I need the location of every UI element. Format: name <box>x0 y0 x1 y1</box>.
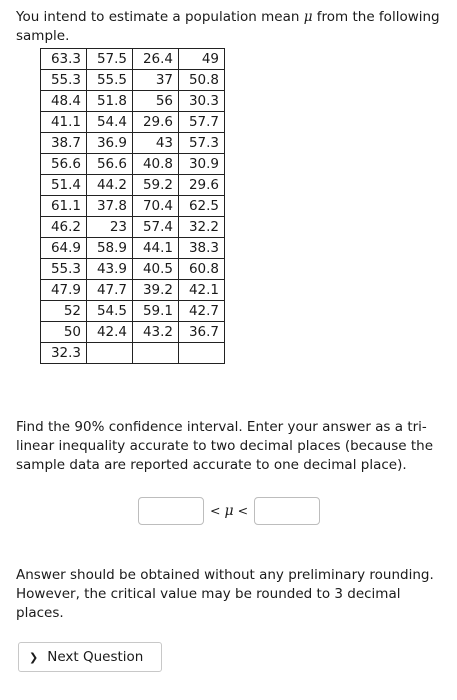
sample-row <box>41 70 225 91</box>
sample-cell: 62.5 <box>179 196 225 217</box>
sample-cell: 26.4 <box>133 49 179 70</box>
sample-cell: 43 <box>133 133 179 154</box>
sample-row <box>41 154 225 175</box>
sample-cell: 29.6 <box>133 112 179 133</box>
sample-cell: 60.8 <box>179 259 225 280</box>
sample-cell: 56.6 <box>41 154 87 175</box>
sample-cell: 36.9 <box>87 133 133 154</box>
sample-cell: 61.1 <box>41 196 87 217</box>
sample-cell: 51.8 <box>87 91 133 112</box>
sample-cell: 57.5 <box>87 49 133 70</box>
upper-bound-input[interactable] <box>254 497 320 525</box>
chevron-right-icon: ❯ <box>29 650 39 664</box>
trilinear-inequality <box>138 496 320 526</box>
sample-cell: 39.2 <box>133 280 179 301</box>
sample-cell: 43.2 <box>133 322 179 343</box>
sample-cell: 51.4 <box>41 175 87 196</box>
sample-cell: 54.5 <box>87 301 133 322</box>
next-question-button[interactable] <box>18 642 162 672</box>
sample-row <box>41 175 225 196</box>
sample-row <box>41 322 225 343</box>
intro-text-end: from the following sample. <box>16 9 440 44</box>
sample-cell: 42.7 <box>179 301 225 322</box>
sample-cell: 55.3 <box>41 70 87 91</box>
sample-cell: 42.4 <box>87 322 133 343</box>
sample-cell: 57.4 <box>133 217 179 238</box>
sample-cell: 56.6 <box>87 154 133 175</box>
sample-cell: 57.7 <box>179 112 225 133</box>
sample-row <box>41 280 225 301</box>
sample-cell: 70.4 <box>133 196 179 217</box>
sample-cell: 32.2 <box>179 217 225 238</box>
sample-cell: 55.3 <box>41 259 87 280</box>
sample-cell: 56 <box>133 91 179 112</box>
sample-row <box>41 112 225 133</box>
question-intro <box>16 8 448 46</box>
sample-cell: 55.5 <box>87 70 133 91</box>
sample-cell: 23 <box>87 217 133 238</box>
sample-row <box>41 259 225 280</box>
sample-cell: 46.2 <box>41 217 87 238</box>
sample-cell: 30.9 <box>179 154 225 175</box>
sample-cell: 44.1 <box>133 238 179 259</box>
sample-cell: 36.7 <box>179 322 225 343</box>
sample-cell <box>87 343 133 364</box>
sample-cell: 40.8 <box>133 154 179 175</box>
sample-cell: 58.9 <box>87 238 133 259</box>
sample-cell: 52 <box>41 301 87 322</box>
sample-cell: 63.3 <box>41 49 87 70</box>
mu-symbol: μ <box>303 9 313 25</box>
intro-text-start: You intend to estimate a population mean <box>16 9 304 25</box>
sample-cell: 59.2 <box>133 175 179 196</box>
sample-data-body <box>41 49 225 364</box>
lower-bound-input[interactable] <box>138 497 204 525</box>
sample-cell: 37.8 <box>87 196 133 217</box>
sample-cell: 47.9 <box>41 280 87 301</box>
sample-row <box>41 91 225 112</box>
sample-cell: 43.9 <box>87 259 133 280</box>
sample-cell: 42.1 <box>179 280 225 301</box>
sample-cell <box>133 343 179 364</box>
sample-cell: 48.4 <box>41 91 87 112</box>
sample-cell: 40.5 <box>133 259 179 280</box>
sample-data-table <box>40 48 225 364</box>
sample-cell: 47.7 <box>87 280 133 301</box>
rounding-note: Answer should be obtained without any preliminary rounding. However, the critical value may be rounded to 3 decimal places. <box>16 567 434 621</box>
sample-cell: 38.7 <box>41 133 87 154</box>
sample-cell: 54.4 <box>87 112 133 133</box>
sample-cell: 44.2 <box>87 175 133 196</box>
next-question-label: Next Question <box>47 649 144 665</box>
sample-cell: 30.3 <box>179 91 225 112</box>
sample-row <box>41 238 225 259</box>
sample-row <box>41 343 225 364</box>
sample-cell: 37 <box>133 70 179 91</box>
sample-row <box>41 217 225 238</box>
sample-cell: 64.9 <box>41 238 87 259</box>
sample-row <box>41 49 225 70</box>
sample-cell: 32.3 <box>41 343 87 364</box>
sample-cell: 50.8 <box>179 70 225 91</box>
sample-cell: 59.1 <box>133 301 179 322</box>
less-than-sign-2: < <box>237 503 249 518</box>
inequality-expression <box>210 503 248 519</box>
question-prompt: Find the 90% confidence interval. Enter your answer as a tri-linear inequality accurate to two decimal places (because the sample data are reported accurate to one decimal place). <box>16 419 434 473</box>
sample-cell: 49 <box>179 49 225 70</box>
sample-cell: 38.3 <box>179 238 225 259</box>
sample-cell: 57.3 <box>179 133 225 154</box>
sample-cell: 41.1 <box>41 112 87 133</box>
sample-row <box>41 133 225 154</box>
sample-cell: 29.6 <box>179 175 225 196</box>
sample-row <box>41 196 225 217</box>
sample-cell: 50 <box>41 322 87 343</box>
less-than-sign-1: < <box>210 503 221 518</box>
sample-row <box>41 301 225 322</box>
sample-cell <box>179 343 225 364</box>
inequality-mu: μ <box>224 503 234 519</box>
